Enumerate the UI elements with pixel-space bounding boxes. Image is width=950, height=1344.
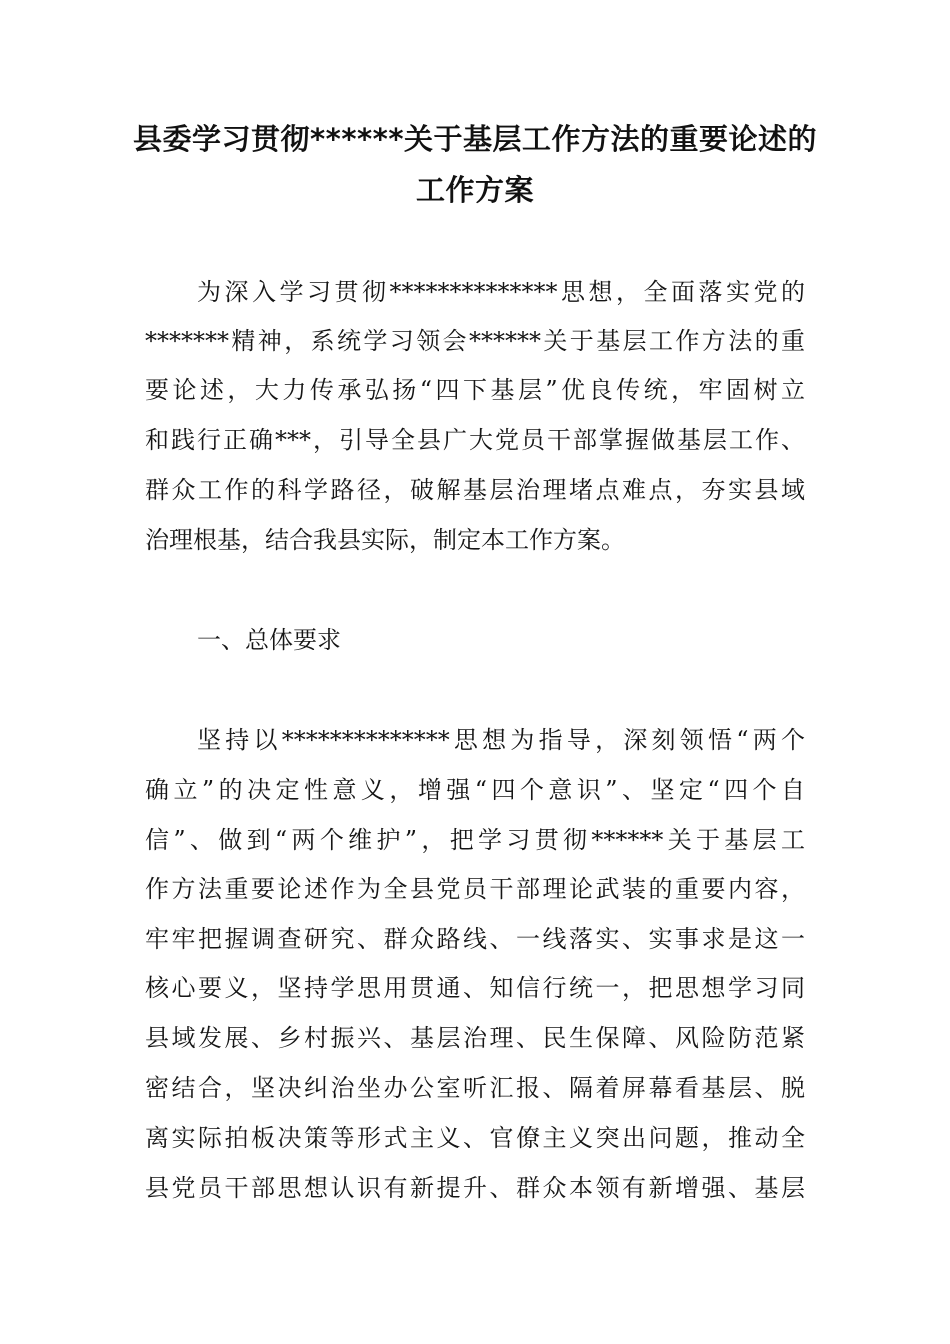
section-1-line-6: 核心要义，坚持学思用贯通、知信行统一，把思想学习同: [145, 974, 805, 1002]
intro-line-2: *******精神，系统学习领会******关于基层工作方法的重: [145, 327, 805, 355]
section-1-heading: 一、总体要求: [197, 626, 341, 654]
section-1-line-7: 县域发展、乡村振兴、基层治理、民生保障、风险防范紧: [145, 1024, 805, 1052]
section-1-line-4: 作方法重要论述作为全县党员干部理论武装的重要内容，: [145, 875, 805, 903]
intro-line-5: 群众工作的科学路径，破解基层治理堵点难点，夯实县域: [145, 476, 805, 504]
document-title-line-2: 工作方案: [415, 173, 534, 207]
section-1-line-9: 离实际拍板决策等形式主义、官僚主义突出问题，推动全: [145, 1124, 805, 1152]
intro-line-6: 治理根基，结合我县实际，制定本工作方案。: [145, 526, 625, 554]
intro-line-1: 为深入学习贯彻**************思想，全面落实党的: [197, 278, 805, 306]
section-1-line-1: 坚持以**************思想为指导，深刻领悟“两个: [197, 726, 805, 754]
section-1-line-8: 密结合，坚决纠治坐办公室听汇报、隔着屏幕看基层、脱: [145, 1074, 805, 1102]
section-1-line-2: 确立”的决定性意义，增强“四个意识”、坚定“四个自: [145, 776, 805, 804]
section-1-line-5: 牢牢把握调查研究、群众路线、一线落实、实事求是这一: [145, 925, 805, 953]
intro-line-4: 和践行正确***，引导全县广大党员干部掌握做基层工作、: [145, 426, 805, 454]
section-1-line-10: 县党员干部思想认识有新提升、群众本领有新增强、基层: [145, 1174, 805, 1202]
intro-line-3: 要论述，大力传承弘扬“四下基层”优良传统，牢固树立: [145, 376, 805, 404]
document-title-line-1: 县委学习贯彻******关于基层工作方法的重要论述的: [133, 122, 817, 156]
section-1-line-3: 信”、做到“两个维护”，把学习贯彻******关于基层工: [145, 826, 805, 854]
